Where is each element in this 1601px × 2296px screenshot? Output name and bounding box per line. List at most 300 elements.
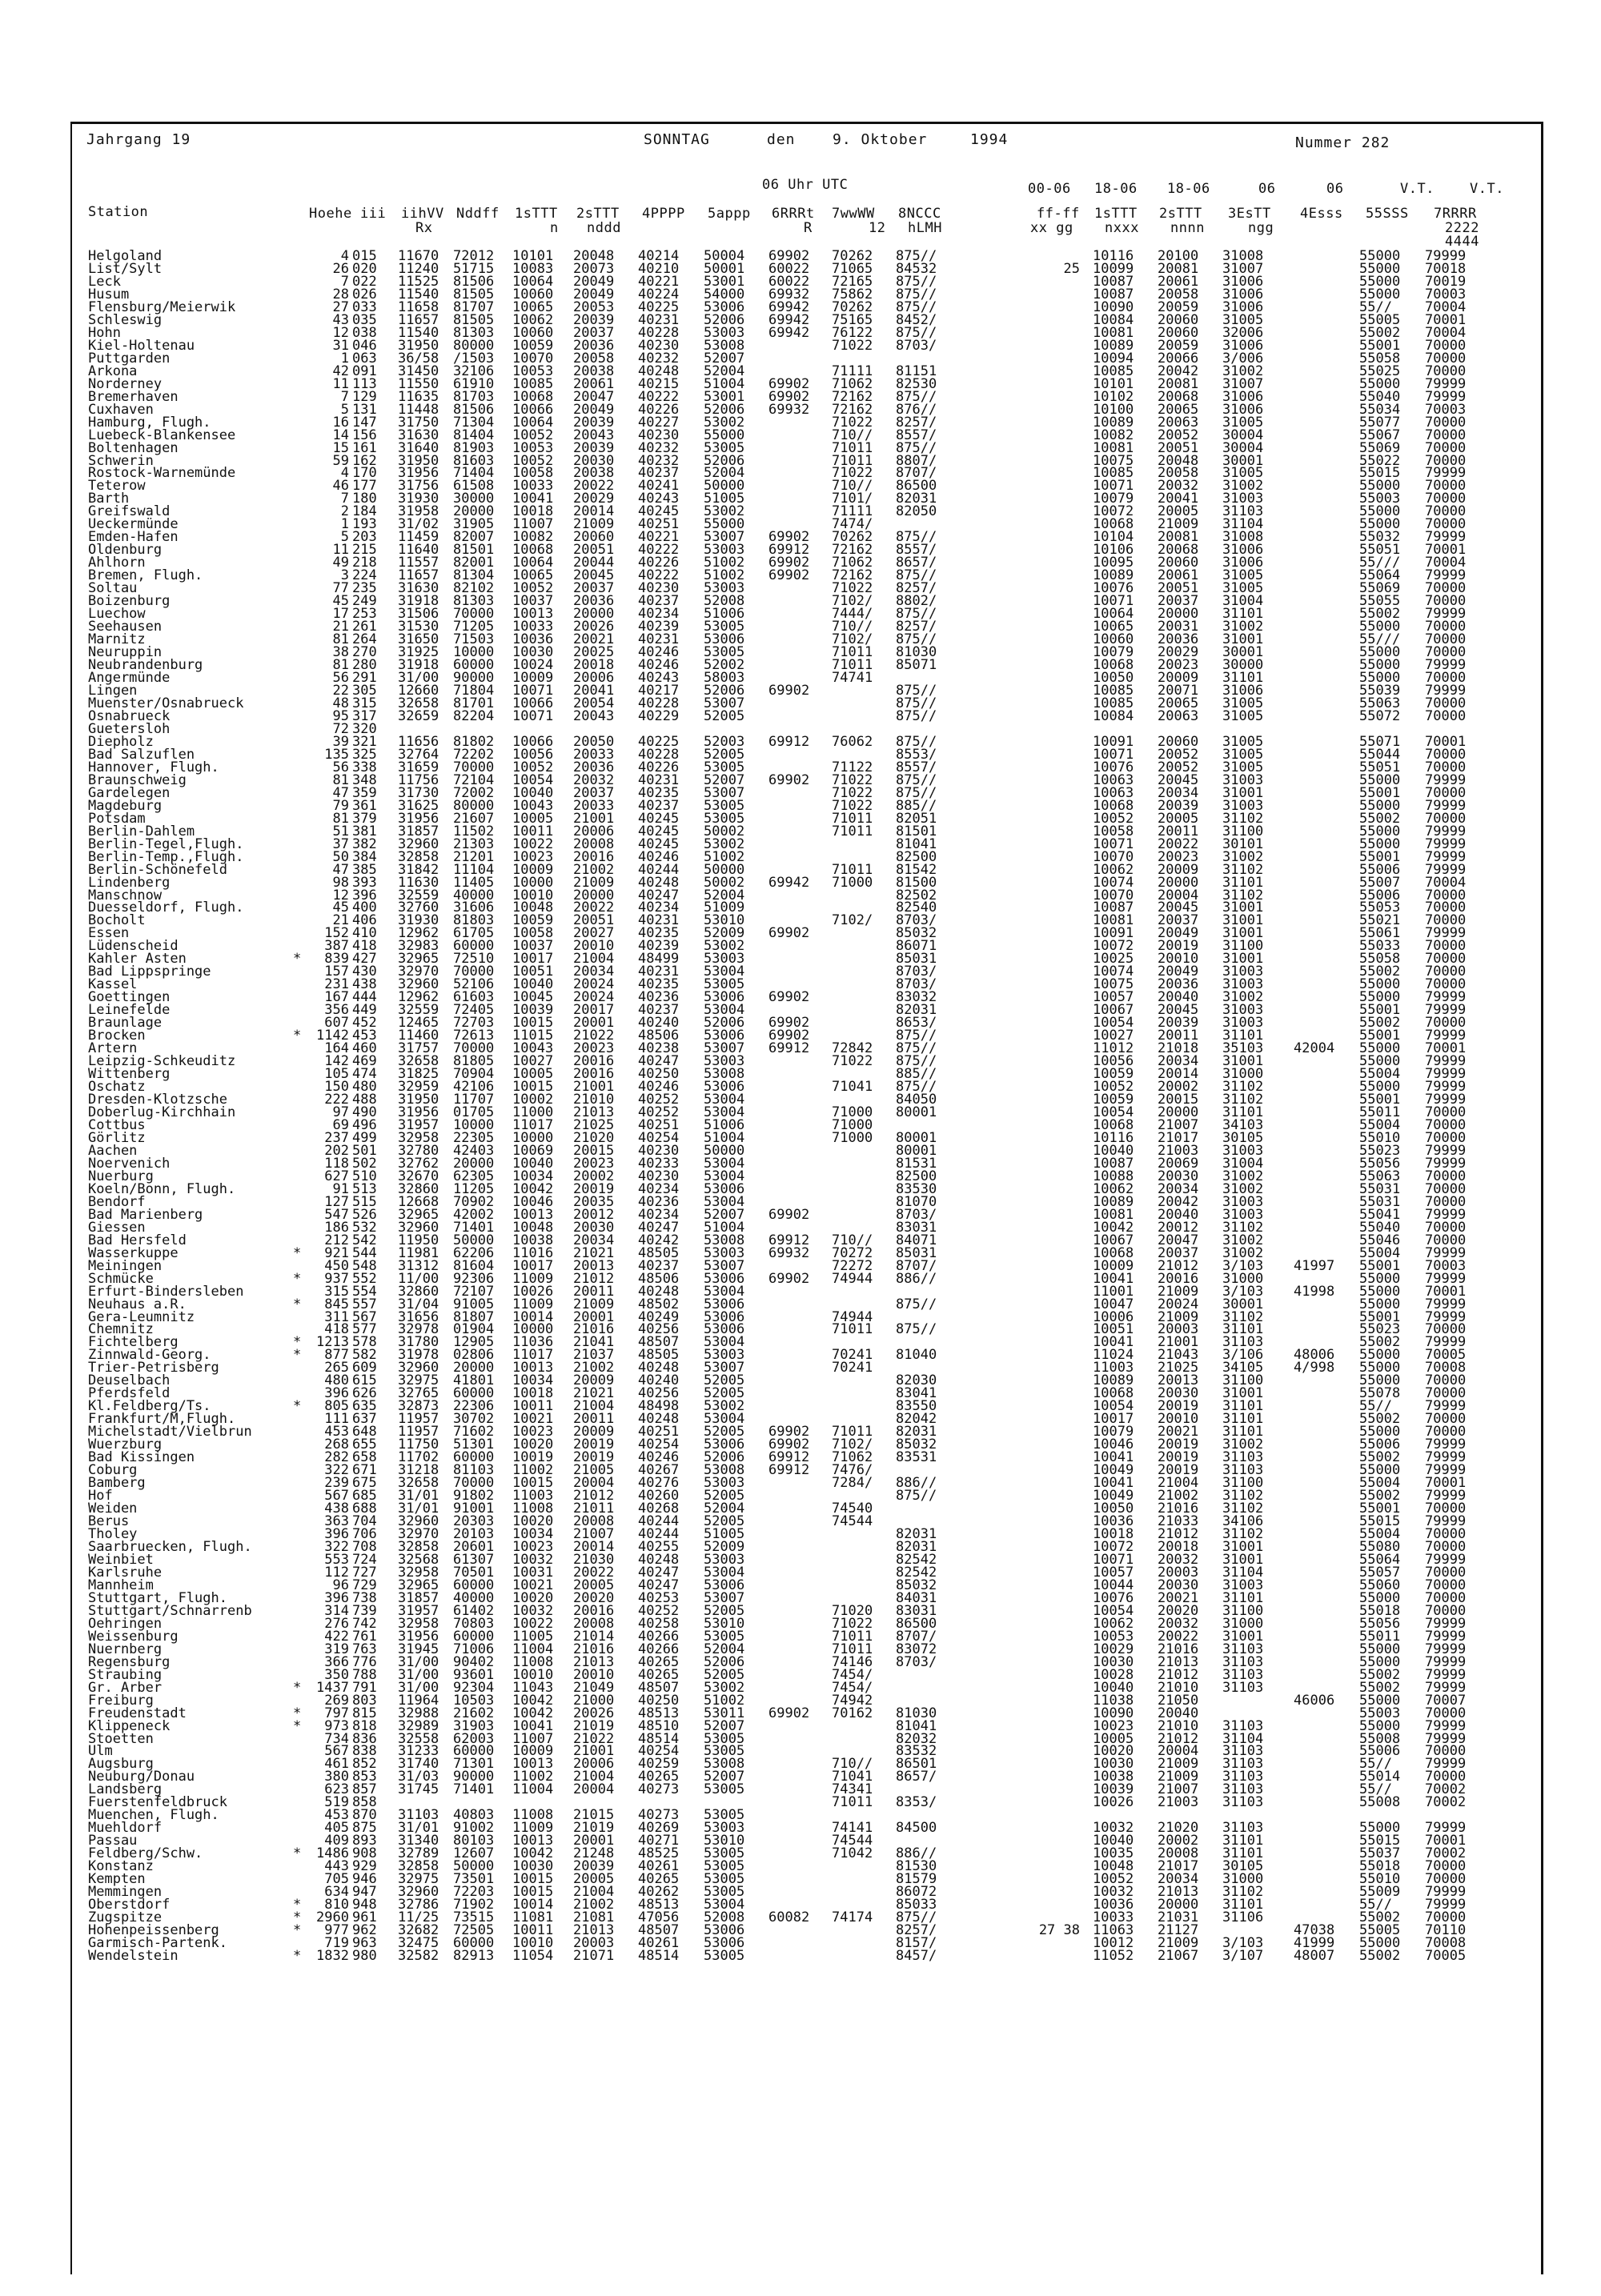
cell-c1: 405 (324, 1820, 349, 1837)
cell-c3: 11/00 (398, 1270, 439, 1287)
cell-c6: 20030 (573, 1219, 615, 1236)
cell-c2: 675 (352, 1475, 377, 1492)
cell-c2: 552 (352, 1270, 377, 1287)
cell-c4: 22306 (453, 1398, 495, 1415)
cell-c13: 10095 (1093, 555, 1134, 571)
cell-c12: 25 (1063, 260, 1080, 277)
cell-c10: 70241 (832, 1347, 873, 1364)
cell-c11: 875// (896, 286, 937, 303)
cell-c17: 55000 (1359, 516, 1401, 533)
cell-c17: 55002 (1359, 1411, 1401, 1428)
cell-c8: 53003 (704, 1347, 745, 1364)
cell-c11: 8553/ (896, 746, 937, 763)
cell-c14: 20052 (1158, 759, 1199, 775)
cell-c11: 875// (896, 1321, 937, 1338)
cell-c14: 20022 (1158, 1628, 1199, 1645)
cell-c8: 50004 (704, 248, 745, 264)
cell-c1: 461 (324, 1756, 349, 1773)
cell-c4: 81604 (453, 1257, 495, 1274)
cell-c17: 55002 (1359, 1488, 1401, 1505)
cell-c7: 48525 (638, 1845, 680, 1862)
cell-c1: 95 (332, 707, 349, 724)
cell-c13: 11012 (1093, 1040, 1134, 1057)
col-header-8nccc: 8NCCC (898, 206, 941, 222)
cell-c4: 91001 (453, 1501, 495, 1517)
cell-c3: 32762 (398, 1155, 439, 1172)
cell-c17: 55002 (1359, 606, 1401, 623)
cell-c6: 20021 (573, 631, 615, 648)
cell-c4: 81303 (453, 324, 495, 341)
cell-c15: 31006 (1222, 555, 1264, 571)
cell-c8: 52005 (704, 1372, 745, 1389)
cell-c13: 10039 (1093, 1781, 1134, 1798)
cell-c6: 21004 (573, 951, 615, 968)
cell-c14: 21003 (1158, 1142, 1199, 1159)
cell-c14: 21002 (1158, 1488, 1199, 1505)
cell-c11: 84050 (896, 1092, 937, 1108)
cell-c18: 70000 (1425, 1180, 1467, 1197)
cell-c13: 10100 (1093, 401, 1134, 418)
cell-c4: 71404 (453, 465, 495, 482)
cell-c2: 704 (352, 1513, 377, 1530)
mountain-station-marker: * (293, 1679, 302, 1696)
station-name: Bad Kissingen (88, 1449, 195, 1466)
cell-c14: 20011 (1158, 1028, 1199, 1044)
cell-c5: 11005 (512, 1628, 554, 1645)
cell-c5: 10014 (512, 1897, 554, 1913)
cell-c9: 69902 (768, 1206, 810, 1223)
cell-c15: 30004 (1222, 427, 1264, 443)
cell-c13: 10062 (1093, 861, 1134, 878)
cell-c8: 52006 (704, 682, 745, 699)
cell-c5: 10014 (512, 1308, 554, 1325)
station-name: Braunlage (88, 1015, 163, 1032)
cell-c2: 453 (352, 1028, 377, 1044)
cell-c6: 20036 (573, 593, 615, 610)
cell-c15: 31007 (1222, 375, 1264, 392)
cell-c5: 10032 (512, 1602, 554, 1619)
cell-c4: 02806 (453, 1347, 495, 1364)
station-name: Michelstadt/Vielbrun (88, 1424, 252, 1441)
cell-c7: 40232 (638, 439, 680, 456)
cell-c7: 40239 (638, 938, 680, 955)
cell-c5: 10064 (512, 414, 554, 431)
cell-c6: 20016 (573, 1053, 615, 1070)
cell-c1: 37 (332, 835, 349, 852)
cell-c2: 788 (352, 1666, 377, 1683)
cell-c7: 40256 (638, 1385, 680, 1402)
cell-c8: 53005 (704, 644, 745, 661)
cell-c15: 31102 (1222, 1501, 1264, 1517)
cell-c2: 033 (352, 299, 377, 315)
cell-c2: 724 (352, 1551, 377, 1568)
cell-c9: 69902 (768, 388, 810, 405)
cell-c6: 20037 (573, 324, 615, 341)
cell-c18: 70000 (1425, 1526, 1467, 1542)
cell-c7: 40233 (638, 1155, 680, 1172)
cell-c17: 55001 (1359, 1257, 1401, 1274)
cell-c5: 10065 (512, 567, 554, 584)
cell-c6: 20024 (573, 976, 615, 993)
cell-c11: 8707/ (896, 1257, 937, 1274)
cell-c11: 875// (896, 1296, 937, 1312)
cell-c3: 32970 (398, 1526, 439, 1542)
cell-c5: 11003 (512, 1488, 554, 1505)
cell-c9: 69912 (768, 1462, 810, 1479)
cell-c11: 82031 (896, 1002, 937, 1019)
cell-c10: 71011 (832, 1424, 873, 1441)
cell-c8: 52004 (704, 1641, 745, 1657)
col-header-1sttt: 1sTTT (515, 206, 558, 222)
cell-c14: 21016 (1158, 1501, 1199, 1517)
cell-c10: 710// (832, 1756, 873, 1773)
cell-c6: 20022 (573, 478, 615, 495)
cell-c18: 79999 (1425, 1488, 1467, 1505)
cell-c18: 70000 (1425, 951, 1467, 968)
cell-c1: 127 (324, 1193, 349, 1210)
cell-c15: 31102 (1222, 1092, 1264, 1108)
cell-c10: 71022 (832, 414, 873, 431)
cell-c7: 40230 (638, 580, 680, 597)
cell-c3: 31857 (398, 1589, 439, 1606)
cell-c1: 921 (324, 1244, 349, 1261)
cell-c1: 634 (324, 1884, 349, 1901)
cell-c1: 47 (332, 861, 349, 878)
cell-c9: 69902 (768, 1270, 810, 1287)
cell-c15: 31103 (1222, 1641, 1264, 1657)
cell-c14: 20066 (1158, 350, 1199, 367)
cell-c11: 83550 (896, 1398, 937, 1415)
cell-c15: 31002 (1222, 1244, 1264, 1261)
cell-c8: 52005 (704, 1424, 745, 1441)
cell-c9: 69902 (768, 567, 810, 584)
cell-c15: 31103 (1222, 1653, 1264, 1670)
cell-c8: 53006 (704, 1308, 745, 1325)
cell-c17: 55053 (1359, 900, 1401, 916)
station-name: Stoetten (88, 1730, 154, 1747)
cell-c15: 31001 (1222, 925, 1264, 942)
cell-c4: 50000 (453, 1232, 495, 1248)
cell-c9: 69902 (768, 771, 810, 788)
cell-c15: 31005 (1222, 707, 1264, 724)
cell-c3: 31/01 (398, 1488, 439, 1505)
cell-c3: 32960 (398, 1219, 439, 1236)
cell-c1: 1 (340, 516, 349, 533)
cell-c18: 70000 (1425, 1015, 1467, 1032)
cell-c7: 40230 (638, 427, 680, 443)
cell-c8: 53005 (704, 439, 745, 456)
cell-c7: 40235 (638, 976, 680, 993)
cell-c8: 53005 (704, 1743, 745, 1760)
cell-c13: 10030 (1093, 1653, 1134, 1670)
cell-c8: 51005 (704, 1526, 745, 1542)
cell-c1: 839 (324, 951, 349, 968)
cell-c1: 96 (332, 1577, 349, 1593)
cell-c2: 635 (352, 1398, 377, 1415)
cell-c5: 10042 (512, 1845, 554, 1862)
cell-c15: 31103 (1222, 1794, 1264, 1811)
cell-c8: 53004 (704, 1155, 745, 1172)
cell-c3: 32558 (398, 1730, 439, 1747)
cell-c18: 70000 (1425, 900, 1467, 916)
cell-c15: 31103 (1222, 1449, 1264, 1466)
cell-c10: 71011 (832, 452, 873, 469)
col-header-4pppp: 4PPPP (642, 206, 685, 222)
cell-c17: 55056 (1359, 1155, 1401, 1172)
cell-c7: 40262 (638, 1884, 680, 1901)
cell-c6: 20004 (573, 1475, 615, 1492)
cell-c15: 31100 (1222, 1475, 1264, 1492)
cell-c17: 55015 (1359, 1833, 1401, 1849)
cell-c18: 70004 (1425, 324, 1467, 341)
cell-c10: 70262 (832, 248, 873, 264)
cell-c8: 53007 (704, 529, 745, 546)
cell-c18: 70000 (1425, 516, 1467, 533)
cell-c4: 21602 (453, 1705, 495, 1721)
cell-c17: 55001 (1359, 1028, 1401, 1044)
cell-c8: 52002 (704, 657, 745, 674)
cell-c7: 40222 (638, 542, 680, 559)
cell-c3: 11448 (398, 401, 439, 418)
cell-c13: 10089 (1093, 337, 1134, 354)
cell-c2: 946 (352, 1871, 377, 1888)
cell-c2: 317 (352, 707, 377, 724)
station-name: Soltau (88, 580, 138, 597)
cell-c14: 20039 (1158, 1015, 1199, 1032)
cell-c1: 1486 (316, 1845, 349, 1862)
cell-c10: 71011 (832, 644, 873, 661)
cell-c14: 20002 (1158, 1079, 1199, 1096)
cell-c5: 10052 (512, 759, 554, 775)
cell-c8: 53005 (704, 1871, 745, 1888)
cell-c18: 70002 (1425, 1845, 1467, 1862)
cell-c13: 10075 (1093, 452, 1134, 469)
cell-c18: 79999 (1425, 1296, 1467, 1312)
cell-c1: 553 (324, 1551, 349, 1568)
cell-c13: 10091 (1093, 733, 1134, 750)
cell-c3: 11557 (398, 555, 439, 571)
cell-c1: 45 (332, 900, 349, 916)
cell-c3: 11657 (398, 567, 439, 584)
cell-c4: 71902 (453, 1897, 495, 1913)
cell-c8: 51002 (704, 555, 745, 571)
cell-c17: 55041 (1359, 1206, 1401, 1223)
cell-c13: 10009 (1093, 1257, 1134, 1274)
cell-c3: 31950 (398, 452, 439, 469)
cell-c11: 81041 (896, 835, 937, 852)
cell-c8: 53003 (704, 324, 745, 341)
station-name: Straubing (88, 1666, 163, 1683)
station-name: Berlin-Tegel,Flugh. (88, 835, 244, 852)
cell-c7: 48514 (638, 1730, 680, 1747)
cell-c14: 20021 (1158, 1424, 1199, 1441)
station-name: Weiden (88, 1501, 138, 1517)
cell-c18: 79999 (1425, 848, 1467, 865)
cell-c17: 55000 (1359, 1296, 1401, 1312)
cell-c14: 20081 (1158, 260, 1199, 277)
cell-c4: 72203 (453, 1884, 495, 1901)
cell-c10: 7102/ (832, 631, 873, 648)
cell-c8: 53006 (704, 1079, 745, 1096)
cell-c7: 40248 (638, 1360, 680, 1376)
cell-c11: 82030 (896, 1372, 937, 1389)
cell-c17: 55// (1359, 1756, 1392, 1773)
cell-c8: 53003 (704, 1475, 745, 1492)
cell-c7: 48513 (638, 1897, 680, 1913)
cell-c5: 10037 (512, 938, 554, 955)
cell-c4: 71304 (453, 414, 495, 431)
cell-c2: 361 (352, 797, 377, 814)
cell-c11: 85032 (896, 1577, 937, 1593)
cell-c18: 70002 (1425, 1794, 1467, 1811)
cell-c1: 49 (332, 555, 349, 571)
cell-c10: 70241 (832, 1360, 873, 1376)
cell-c15: 31000 (1222, 1066, 1264, 1083)
cell-c4: 70902 (453, 1193, 495, 1210)
cell-c1: 72 (332, 720, 349, 737)
cell-c4: 81505 (453, 311, 495, 328)
cell-c14: 21007 (1158, 1116, 1199, 1133)
cell-c13: 10017 (1093, 1411, 1134, 1428)
cell-c3: 31930 (398, 491, 439, 507)
cell-c8: 52008 (704, 1909, 745, 1926)
cell-c2: 729 (352, 1577, 377, 1593)
station-name: Coburg (88, 1462, 138, 1479)
cell-c3: 31640 (398, 439, 439, 456)
cell-c18: 70000 (1425, 1321, 1467, 1338)
cell-c2: 026 (352, 286, 377, 303)
cell-c6: 20033 (573, 797, 615, 814)
cell-c7: 40210 (638, 260, 680, 277)
cell-c17: 55072 (1359, 707, 1401, 724)
cell-c6: 21016 (573, 1641, 615, 1657)
cell-c18: 79999 (1425, 465, 1467, 482)
station-name: Barth (88, 491, 130, 507)
cell-c2: 870 (352, 1807, 377, 1824)
cell-c9: 69932 (768, 286, 810, 303)
cell-c2: 480 (352, 1079, 377, 1096)
cell-c11: 886// (896, 1270, 937, 1287)
col-header-1sttt-max: 1sTTT (1094, 206, 1138, 222)
cell-c18: 70001 (1425, 542, 1467, 559)
cell-c18: 79999 (1425, 1653, 1467, 1670)
cell-c10: 76122 (832, 324, 873, 341)
sub-header-2222: 2222 (1445, 220, 1479, 236)
cell-c9: 69902 (768, 989, 810, 1006)
cell-c1: 350 (324, 1666, 349, 1683)
cell-c11: 81070 (896, 1193, 937, 1210)
cell-c5: 10018 (512, 1385, 554, 1402)
cell-c8: 53008 (704, 1066, 745, 1083)
cell-c14: 20037 (1158, 912, 1199, 929)
cell-c6: 21019 (573, 1820, 615, 1837)
cell-c2: 460 (352, 1040, 377, 1057)
station-name: Fichtelberg (88, 1334, 179, 1351)
cell-c5: 10085 (512, 375, 554, 392)
cell-c10: 71041 (832, 1079, 873, 1096)
cell-c14: 21017 (1158, 1129, 1199, 1146)
cell-c14: 20071 (1158, 682, 1199, 699)
cell-c7: 40237 (638, 1257, 680, 1274)
station-name: Arkona (88, 363, 138, 379)
cell-c2: 359 (352, 784, 377, 801)
cell-c1: 322 (324, 1538, 349, 1555)
cell-c15: 31101 (1222, 670, 1264, 686)
cell-c6: 20003 (573, 1935, 615, 1952)
station-name: Neubrandenburg (88, 657, 203, 674)
cell-c8: 53005 (704, 619, 745, 635)
cell-c1: 366 (324, 1653, 349, 1670)
cell-c15: 31002 (1222, 363, 1264, 379)
station-name: Greifswald (88, 503, 171, 520)
cell-c5: 11000 (512, 1104, 554, 1120)
cell-c2: 321 (352, 733, 377, 750)
cell-c2: 962 (352, 1922, 377, 1939)
cell-c7: 40236 (638, 989, 680, 1006)
cell-c3: 31740 (398, 1756, 439, 1773)
cell-c17: 55080 (1359, 1538, 1401, 1555)
cell-c6: 20014 (573, 1538, 615, 1555)
cell-c1: 396 (324, 1385, 349, 1402)
cell-c7: 48507 (638, 1679, 680, 1696)
cell-c13: 10054 (1093, 1602, 1134, 1619)
cell-c3: 11459 (398, 529, 439, 546)
cell-c2: 929 (352, 1858, 377, 1875)
cell-c10: 70162 (832, 1705, 873, 1721)
cell-c7: 40247 (638, 887, 680, 904)
cell-c1: 43 (332, 311, 349, 328)
cell-c6: 21004 (573, 1884, 615, 1901)
cell-c3: 32975 (398, 1871, 439, 1888)
cell-c17: 55002 (1359, 1679, 1401, 1696)
cell-c18: 70001 (1425, 1040, 1467, 1057)
cell-c14: 20009 (1158, 670, 1199, 686)
cell-c13: 10063 (1093, 784, 1134, 801)
col-header-nddff: Nddff (456, 206, 500, 222)
cell-c14: 21009 (1158, 1308, 1199, 1325)
cell-c14: 21009 (1158, 1756, 1199, 1773)
cell-c15: 31104 (1222, 516, 1264, 533)
cell-c17: 55031 (1359, 1180, 1401, 1197)
cell-c6: 21021 (573, 1385, 615, 1402)
cell-c15: 31008 (1222, 248, 1264, 264)
cell-c5: 10042 (512, 1692, 554, 1709)
cell-c13: 11024 (1093, 1347, 1134, 1364)
station-name: Koeln/Bonn, Flugh. (88, 1180, 236, 1197)
cell-c18: 70000 (1425, 350, 1467, 367)
sub-header-r: R (804, 220, 813, 236)
cell-c1: 276 (324, 1615, 349, 1632)
cell-c3: 11656 (398, 733, 439, 750)
col-header-7rrrr: 7RRRR (1434, 206, 1477, 222)
station-name: Feldberg/Schw. (88, 1845, 203, 1862)
cell-c6: 20036 (573, 759, 615, 775)
cell-c3: 31857 (398, 823, 439, 839)
cell-c15: 30004 (1222, 439, 1264, 456)
period-header-06a: 06 (1258, 181, 1276, 197)
cell-c8: 52005 (704, 707, 745, 724)
cell-c17: 55000 (1359, 1692, 1401, 1709)
cell-c9: 69902 (768, 555, 810, 571)
cell-c8: 53010 (704, 1615, 745, 1632)
cell-c4: 72107 (453, 1283, 495, 1300)
cell-c17: 55004 (1359, 1066, 1401, 1083)
cell-c15: 30105 (1222, 1858, 1264, 1875)
cell-c14: 20019 (1158, 1437, 1199, 1453)
cell-c1: 21 (332, 619, 349, 635)
cell-c5: 10010 (512, 1935, 554, 1952)
cell-c8: 53007 (704, 695, 745, 711)
